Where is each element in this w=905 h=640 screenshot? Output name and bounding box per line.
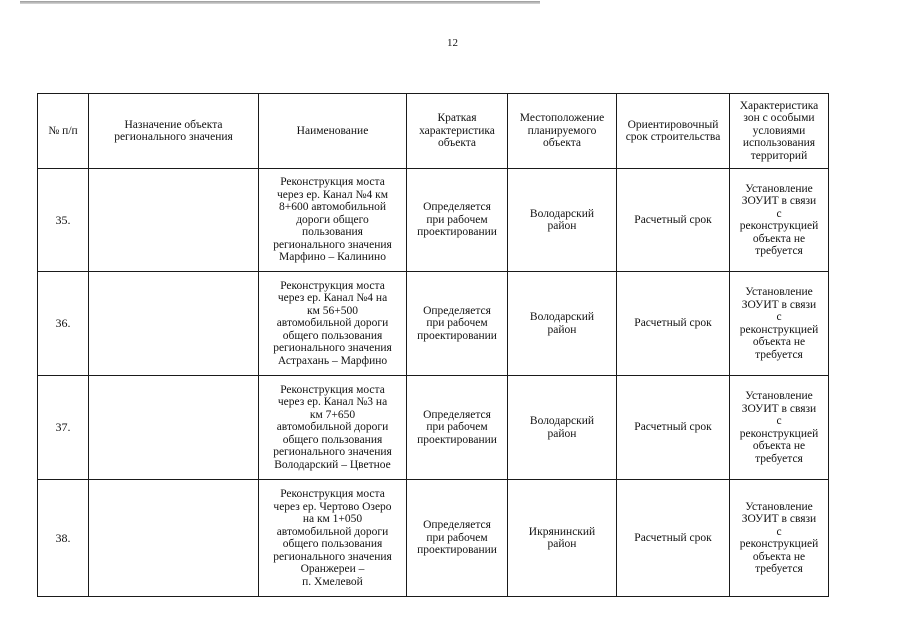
row-location: Володарский район (508, 169, 617, 272)
row-location: Володарский район (508, 376, 617, 480)
row-purpose (89, 480, 259, 597)
row-term: Расчетный срок (617, 376, 730, 480)
row-name: Реконструкция моста через ер. Канал №4 км 8+600 автомобильной дороги общего пользования регионального значения Марфино – Калинино (259, 169, 407, 272)
row-characteristic: Определяется при рабочем проектировании (407, 272, 508, 376)
objects-table (37, 93, 829, 597)
row-zones: Установление ЗОУИТ в связи с реконструкцией объекта не требуется (730, 480, 829, 597)
header-location: Местоположение планируемого объекта (508, 94, 617, 169)
table-header-row (38, 94, 829, 169)
row-number: 38. (38, 480, 89, 597)
row-purpose (89, 169, 259, 272)
row-term: Расчетный срок (617, 480, 730, 597)
row-name: Реконструкция моста через ер. Канал №3 на км 7+650 автомобильной дороги общего пользования регионального значения Володарский – Цветное (259, 376, 407, 480)
row-term: Расчетный срок (617, 169, 730, 272)
row-characteristic: Определяется при рабочем проектировании (407, 169, 508, 272)
header-number: № п/п (38, 94, 89, 169)
row-location: Володарский район (508, 272, 617, 376)
row-location: Икрянинский район (508, 480, 617, 597)
header-characteristic: Краткая характеристика объекта (407, 94, 508, 169)
row-characteristic: Определяется при рабочем проектировании (407, 376, 508, 480)
page-number: 12 (447, 37, 458, 49)
row-zones: Установление ЗОУИТ в связи с реконструкцией объекта не требуется (730, 169, 829, 272)
page-top-edge (20, 1, 540, 4)
table-row (38, 272, 829, 376)
row-zones: Установление ЗОУИТ в связи с реконструкцией объекта не требуется (730, 376, 829, 480)
header-zones: Характеристика зон с особыми условиями использования территорий (730, 94, 829, 169)
header-name: Наименование (259, 94, 407, 169)
header-term: Ориентировочный срок строительства (617, 94, 730, 169)
row-characteristic: Определяется при рабочем проектировании (407, 480, 508, 597)
table-row (38, 169, 829, 272)
row-term: Расчетный срок (617, 272, 730, 376)
row-purpose (89, 272, 259, 376)
header-purpose: Назначение объекта регионального значения (89, 94, 259, 169)
row-name: Реконструкция моста через ер. Канал №4 на км 56+500 автомобильной дороги общего пользования регионального значения Астрахань – Марфино (259, 272, 407, 376)
table-row (38, 376, 829, 480)
row-zones: Установление ЗОУИТ в связи с реконструкцией объекта не требуется (730, 272, 829, 376)
row-number: 35. (38, 169, 89, 272)
row-purpose (89, 376, 259, 480)
table-row (38, 480, 829, 597)
row-number: 37. (38, 376, 89, 480)
row-name: Реконструкция моста через ер. Чертово Озеро на км 1+050 автомобильной дороги общего пользования регионального значения Оранжереи – п. Хмелевой (259, 480, 407, 597)
row-number: 36. (38, 272, 89, 376)
